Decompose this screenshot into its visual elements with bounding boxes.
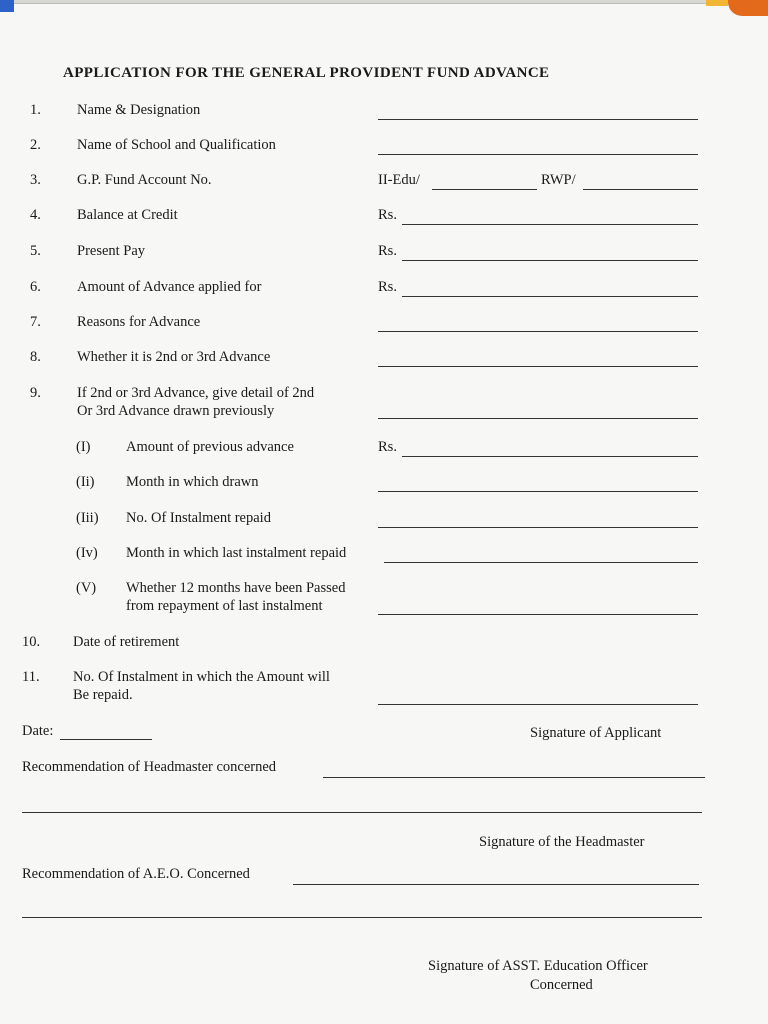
item-3-prefix-rwp: RWP/ bbox=[541, 172, 576, 188]
item-11-label-line2: Be repaid. bbox=[73, 687, 133, 703]
item-3-number: 3. bbox=[30, 172, 41, 188]
corner-mark-yellow bbox=[706, 0, 728, 6]
signature-applicant-label: Signature of Applicant bbox=[530, 725, 662, 741]
item-1-field-line[interactable] bbox=[378, 119, 698, 120]
item-3-edu-field-line[interactable] bbox=[432, 189, 537, 190]
item-11-label-line1: No. Of Instalment in which the Amount will bbox=[73, 669, 330, 685]
sub-item-3-field-line[interactable] bbox=[378, 527, 698, 528]
corner-mark-blue bbox=[0, 0, 14, 12]
page-title: APPLICATION FOR THE GENERAL PROVIDENT FUND ADVANCE bbox=[63, 65, 550, 81]
sub-item-5-label-line1: Whether 12 months have been Passed bbox=[126, 580, 346, 596]
item-5-prefix: Rs. bbox=[378, 243, 397, 259]
item-10-number: 10. bbox=[22, 634, 41, 650]
sub-item-5-label-line2: from repayment of last instalment bbox=[126, 598, 323, 614]
signature-aeo-label-line2: Concerned bbox=[530, 977, 593, 993]
sub-item-4-label: Month in which last instalment repaid bbox=[126, 545, 347, 561]
sub-item-4-number: (Iv) bbox=[76, 545, 98, 561]
signature-headmaster-label: Signature of the Headmaster bbox=[479, 834, 645, 850]
sub-item-3-number: (Iii) bbox=[76, 510, 99, 526]
item-5-label: Present Pay bbox=[77, 243, 146, 259]
sub-item-1-prefix: Rs. bbox=[378, 439, 397, 455]
sub-item-2-label: Month in which drawn bbox=[126, 474, 259, 490]
page-top-rule bbox=[0, 3, 768, 4]
item-3-rwp-field-line[interactable] bbox=[583, 189, 698, 190]
item-4-number: 4. bbox=[30, 207, 41, 223]
corner-mark-orange bbox=[728, 0, 768, 16]
item-11-number: 11. bbox=[22, 669, 40, 685]
item-5-number: 5. bbox=[30, 243, 41, 259]
item-1-label: Name & Designation bbox=[77, 102, 201, 118]
sub-item-3-label: No. Of Instalment repaid bbox=[126, 510, 271, 526]
item-1-number: 1. bbox=[30, 102, 41, 118]
item-4-prefix: Rs. bbox=[378, 207, 397, 223]
item-9-field-line[interactable] bbox=[378, 418, 698, 419]
headmaster-recommendation-line-1[interactable] bbox=[323, 777, 705, 778]
item-8-field-line[interactable] bbox=[378, 366, 698, 367]
sub-item-2-number: (Ii) bbox=[76, 474, 95, 490]
item-6-label: Amount of Advance applied for bbox=[77, 279, 262, 295]
item-6-prefix: Rs. bbox=[378, 279, 397, 295]
item-7-field-line[interactable] bbox=[378, 331, 698, 332]
aeo-recommendation-line-2[interactable] bbox=[22, 917, 702, 918]
item-11-field-line[interactable] bbox=[378, 704, 698, 705]
item-5-field-line[interactable] bbox=[402, 260, 698, 261]
item-7-number: 7. bbox=[30, 314, 41, 330]
item-3-label: G.P. Fund Account No. bbox=[77, 172, 212, 188]
item-2-label: Name of School and Qualification bbox=[77, 137, 276, 153]
item-4-label: Balance at Credit bbox=[77, 207, 178, 223]
item-6-number: 6. bbox=[30, 279, 41, 295]
aeo-recommendation-line-1[interactable] bbox=[293, 884, 699, 885]
item-6-field-line[interactable] bbox=[402, 296, 698, 297]
item-9-number: 9. bbox=[30, 385, 41, 401]
date-label: Date: bbox=[22, 723, 54, 739]
item-9-label-line2: Or 3rd Advance drawn previously bbox=[77, 403, 275, 419]
item-7-label: Reasons for Advance bbox=[77, 314, 201, 330]
sub-item-5-field-line[interactable] bbox=[378, 614, 698, 615]
sub-item-1-number: (I) bbox=[76, 439, 91, 455]
sub-item-1-label: Amount of previous advance bbox=[126, 439, 294, 455]
item-8-label: Whether it is 2nd or 3rd Advance bbox=[77, 349, 271, 365]
headmaster-recommendation-line-2[interactable] bbox=[22, 812, 702, 813]
item-10-label: Date of retirement bbox=[73, 634, 180, 650]
item-8-number: 8. bbox=[30, 349, 41, 365]
sub-item-1-field-line[interactable] bbox=[402, 456, 698, 457]
item-2-field-line[interactable] bbox=[378, 154, 698, 155]
sub-item-4-field-line[interactable] bbox=[384, 562, 698, 563]
item-4-field-line[interactable] bbox=[402, 224, 698, 225]
date-field-line[interactable] bbox=[60, 739, 152, 740]
aeo-recommendation-label: Recommendation of A.E.O. Concerned bbox=[22, 866, 250, 882]
item-2-number: 2. bbox=[30, 137, 41, 153]
headmaster-recommendation-label: Recommendation of Headmaster concerned bbox=[22, 759, 277, 775]
signature-aeo-label-line1: Signature of ASST. Education Officer bbox=[428, 958, 648, 974]
sub-item-2-field-line[interactable] bbox=[378, 491, 698, 492]
item-3-prefix-edu: II-Edu/ bbox=[378, 172, 420, 188]
sub-item-5-number: (V) bbox=[76, 580, 97, 596]
item-9-label-line1: If 2nd or 3rd Advance, give detail of 2nd bbox=[77, 385, 315, 401]
